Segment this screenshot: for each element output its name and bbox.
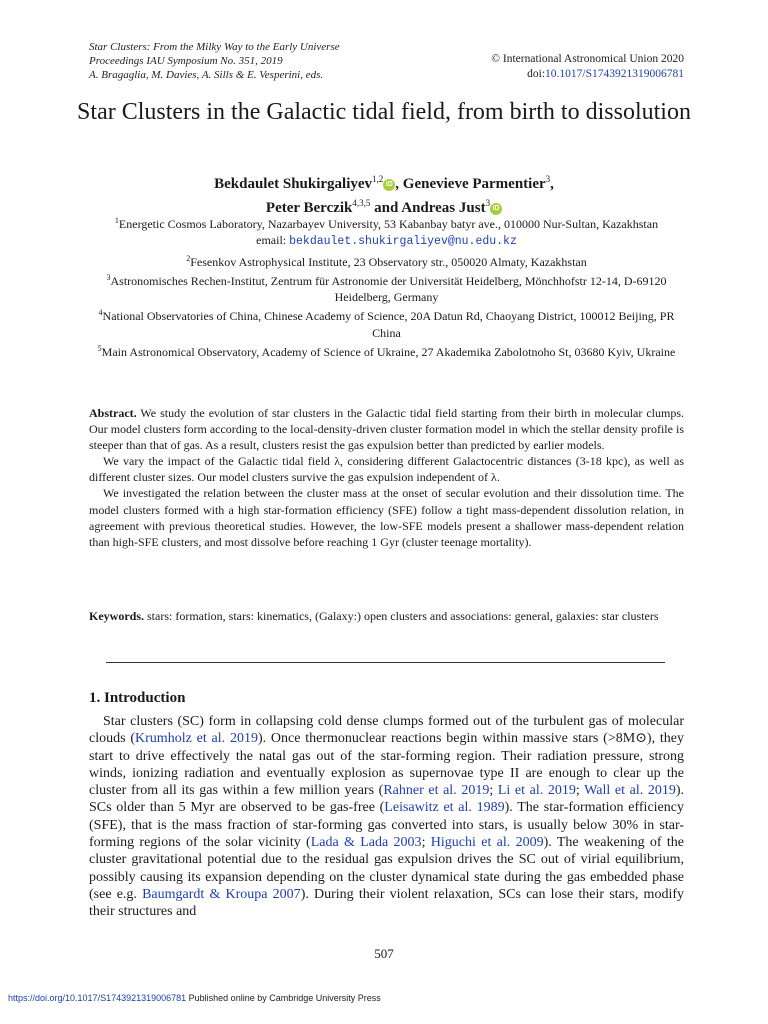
citation-separator: ; bbox=[421, 835, 431, 851]
running-header-right bbox=[491, 40, 684, 81]
body-text: ). Once thermonuclear reactions begin within massive stars (>8M⊙), they start to drive effectively the natal gas out of the star-forming region. Their radiation pressure, strong winds, ionizing radiation and eventually explosion as supernovae type II are enough to clear up the cluster from all its gas within a few million years ( bbox=[89, 731, 684, 799]
body-text: ). SCs older than 5 Myr are observed to be gas-free ( bbox=[89, 783, 685, 816]
citation-link[interactable]: Wall et al. 2019 bbox=[584, 783, 676, 799]
body-text: ). During their violent relaxation, SCs can lose their stars, modify their structures and bbox=[89, 886, 684, 920]
affiliation-4 bbox=[89, 305, 684, 341]
author-list bbox=[60, 170, 708, 218]
orcid-icon[interactable]: iD bbox=[490, 203, 502, 215]
affiliation-text: Main Astronomical Observatory, Academy of Science of Ukraine, 27 Akademika Zabolotnoho St, 03680 Kyiv, Ukraine bbox=[101, 345, 676, 360]
citation-link[interactable]: Krumholz et al. 2019 bbox=[135, 731, 258, 747]
doi-link[interactable]: 10.1017/S1743921319006781 bbox=[545, 67, 684, 80]
body-text: ). The star-formation efficiency (SFE), that is the mass fraction of star-forming gas converted into stars, is usually below 30% in star-forming regions of the solar vicinity ( bbox=[89, 800, 684, 851]
keywords bbox=[89, 608, 684, 624]
introduction-body bbox=[89, 713, 684, 921]
affiliation-text: Astronomisches Rechen-Institut, Zentrum für Astronomie der Universität Heidelberg, Mönchhofstr 12-14, D-69120 Heidelberg, Germany bbox=[110, 273, 667, 305]
author-separator: and bbox=[370, 200, 402, 216]
author-affil-sup: 4,3,5 bbox=[352, 198, 371, 208]
affiliation-number: 1 bbox=[114, 216, 119, 225]
email-line bbox=[89, 232, 684, 250]
footer-doi-link[interactable]: https://doi.org/10.1017/S1743921319006781 bbox=[8, 993, 187, 1003]
citation-link[interactable]: Leisawitz et al. 1989 bbox=[384, 800, 505, 816]
affiliation-number: 5 bbox=[97, 344, 102, 354]
body-text: ). The weakening of the cluster gravitational potential due to the residual gas expulsion drives the SC out of virial equilibrium, possibly causing its expansion depending on the cluster dynamical state during the gas embedded phase (see e.g. bbox=[89, 835, 685, 902]
author-affil-sup: 3 bbox=[545, 174, 551, 184]
abstract-paragraph: We vary the impact of the Galactic tidal field λ, considering different Galactocentric distances (3-18 kpc), as well as different cluster sizes. Our model clusters survive the gas expulsion independent of λ. bbox=[89, 454, 684, 485]
citation-link[interactable]: Rahner et al. 2019 bbox=[383, 783, 490, 799]
affiliations bbox=[89, 213, 684, 360]
doi-prefix: doi: bbox=[527, 67, 546, 80]
keywords-label: Keywords. bbox=[89, 609, 144, 623]
proceedings-title: Star Clusters: From the Milky Way to the Early Universe bbox=[89, 41, 340, 53]
affiliation-2 bbox=[89, 251, 684, 270]
email-label: email: bbox=[256, 233, 290, 248]
citation-separator: ; bbox=[575, 783, 585, 799]
affiliation-1 bbox=[89, 213, 684, 232]
affiliation-number: 2 bbox=[186, 253, 191, 263]
affiliation-number: 4 bbox=[98, 308, 103, 318]
author-name: Andreas Just bbox=[401, 200, 486, 216]
author-separator: , bbox=[550, 176, 554, 192]
paper-title: Star Clusters in the Galactic tidal field, from birth to dissolution bbox=[77, 99, 691, 125]
abstract-text: We study the evolution of star clusters in the Galactic tidal field starting from their birth in molecular clumps. Our model clusters form according to the local-density-driven cluster formation model in which the stellar density profile is steeper than that of gas. As a result, clusters resist the gas expulsion better than predicted by earlier models. bbox=[89, 406, 684, 453]
orcid-icon[interactable]: iD bbox=[383, 179, 395, 191]
footer bbox=[8, 993, 381, 1003]
proceedings-volume: Proceedings IAU Symposium No. 351, 2019 bbox=[89, 55, 283, 67]
author-name: Peter Berczik bbox=[265, 200, 353, 216]
citation-link[interactable]: Baumgardt & Kroupa 2007 bbox=[142, 886, 301, 902]
abstract bbox=[89, 405, 684, 550]
author-name: Genevieve Parmentier bbox=[402, 176, 546, 192]
citation-link[interactable]: Lada & Lada 2003 bbox=[310, 835, 422, 851]
affiliation-text: National Observatories of China, Chinese Academy of Science, 20A Datun Rd, Chaoyang District, 100012 Beijing, PR China bbox=[102, 309, 675, 340]
section-divider bbox=[106, 662, 665, 663]
abstract-paragraph bbox=[89, 405, 684, 453]
section-title: Introduction bbox=[104, 690, 186, 706]
doi-line bbox=[491, 67, 684, 82]
keywords-text: stars: formation, stars: kinematics, (Galaxy:) open clusters and associations: general, galaxies: star clusters bbox=[144, 609, 659, 623]
author-name: Bekdaulet Shukirgaliyev bbox=[214, 176, 373, 192]
citation-separator: ; bbox=[489, 783, 498, 799]
body-paragraph bbox=[89, 713, 684, 921]
author-affil-sup: 1,2 bbox=[372, 174, 384, 184]
affiliation-5 bbox=[89, 341, 684, 360]
affiliation-3 bbox=[89, 270, 684, 306]
abstract-paragraph: We investigated the relation between the cluster mass at the onset of secular evolution and their dissolution time. The model clusters formed with a high star-formation efficiency (SFE) follow a tight mass-dependent dissolution relation, in agreement with previous theoretical studies. However, the low-SFE models present a shallower mass-dependent relation than high-SFE clusters, and most dissolve before reaching 1 Gyr (cluster teenage mortality). bbox=[89, 486, 684, 549]
running-header-left bbox=[89, 40, 340, 82]
author-separator: , bbox=[395, 176, 403, 192]
proceedings-editors: A. Bragaglia, M. Davies, A. Sills & E. Vesperini, eds. bbox=[89, 69, 324, 81]
citation-link[interactable]: Higuchi et al. 2009 bbox=[430, 835, 544, 851]
citation-link[interactable]: Li et al. 2019 bbox=[497, 783, 576, 799]
section-heading bbox=[89, 690, 185, 707]
email-link[interactable]: bekdaulet.shukirgaliyev@nu.edu.kz bbox=[289, 235, 517, 249]
affiliation-text: Fesenkov Astrophysical Institute, 23 Observatory str., 050020 Almaty, Kazakhstan bbox=[190, 254, 587, 269]
section-number: 1. bbox=[89, 690, 101, 706]
author-affil-sup: 3 bbox=[485, 198, 491, 208]
footer-publisher: Published online by Cambridge University Press bbox=[186, 993, 381, 1003]
affiliation-number: 3 bbox=[106, 272, 111, 282]
affiliation-text: Energetic Cosmos Laboratory, Nazarbayev University, 53 Kabanbay batyr ave., 010000 Nur-Sultan, Kazakhstan bbox=[118, 217, 659, 231]
page-number: 507 bbox=[374, 946, 394, 961]
body-text: Star clusters (SC) form in collapsing cold dense clumps formed out of the turbulent gas of molecular clouds ( bbox=[89, 714, 684, 747]
copyright-notice: © International Astronomical Union 2020 bbox=[491, 53, 684, 65]
abstract-label: Abstract. bbox=[89, 406, 137, 420]
